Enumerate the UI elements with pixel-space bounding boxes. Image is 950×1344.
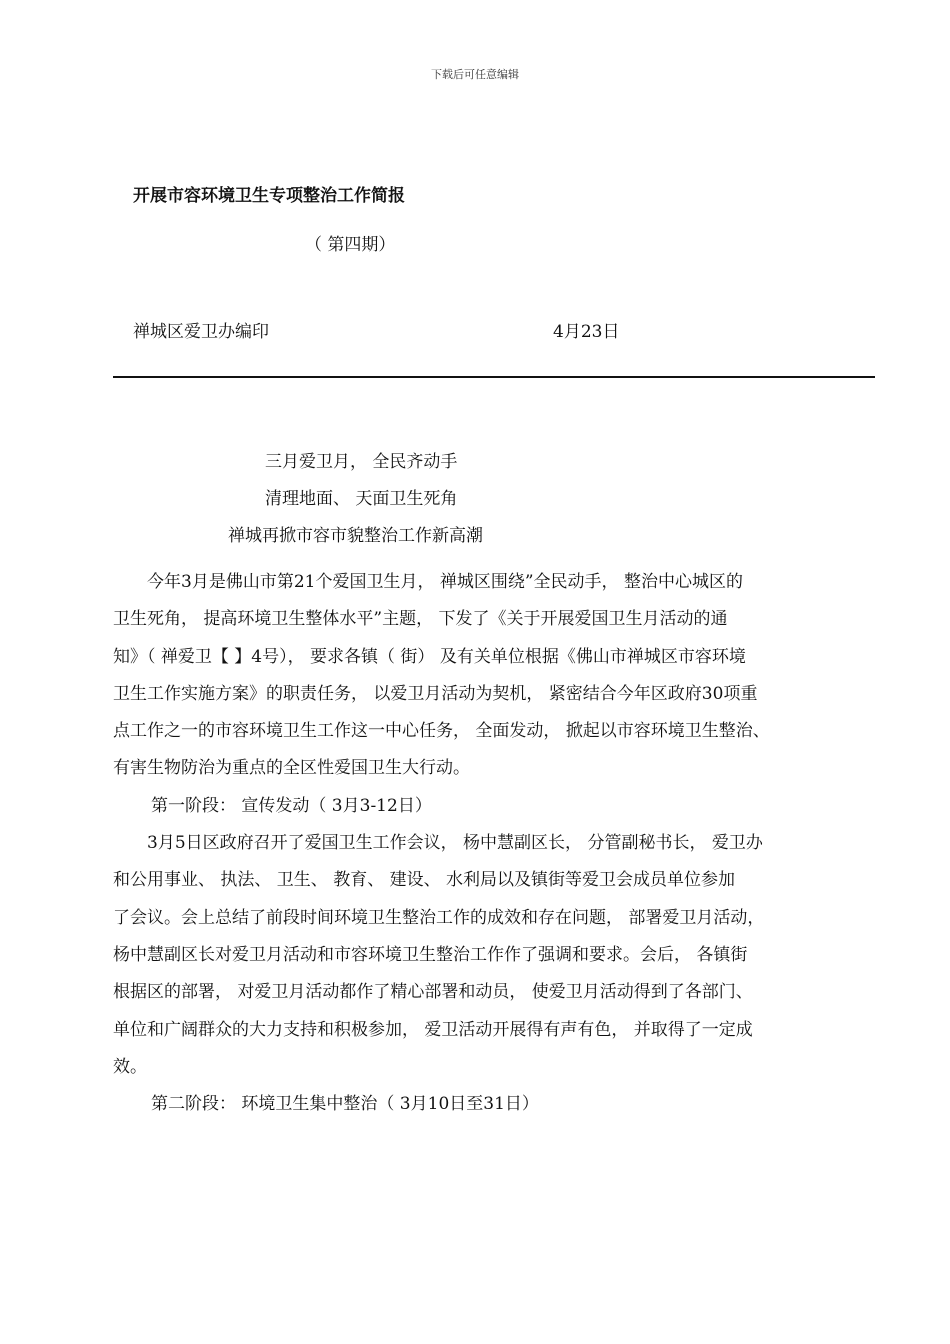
body-line: 效。 (113, 1056, 147, 1077)
headline-2: 清理地面、 天面卫生死角 (265, 489, 458, 509)
headline-1: 三月爱卫月， 全民齐动手 (265, 452, 458, 472)
body-line: 单位和广阔群众的大力支持和积极参加， 爱卫活动开展得有声有色， 并取得了一定成 (113, 1019, 753, 1040)
body-line: 有害生物防治为重点的全区性爱国卫生大行动。 (113, 758, 470, 779)
body-line: 知》（ 禅爱卫【 】4号）， 要求各镇（ 街） 及有关单位根据《佛山市禅城区市容环境 (113, 646, 746, 667)
body-line: 根据区的部署， 对爱卫月活动都作了精心部署和动员， 使爱卫月活动得到了各部门、 (113, 982, 753, 1003)
body-line: 今年3月是佛山市第21个爱国卫生月， 禅城区围绕”全民动手， 整治中心城区的 (147, 572, 743, 592)
divider-rule (113, 376, 875, 378)
issue-number: （ 第四期） (305, 235, 396, 255)
headline-3: 禅城再掀市容市貌整治工作新高潮 (228, 526, 483, 546)
body-line: 了会议。会上总结了前段时间环境卫生整治工作的成效和存在问题， 部署爱卫月活动， (113, 907, 765, 928)
publisher: 禅城区爱卫办编印 (133, 322, 269, 342)
body-line: 点工作之一的市容环境卫生工作这一中心任务， 全面发动， 掀起以市容环境卫生整治、 (113, 721, 770, 742)
body-line: 3月5日区政府召开了爱国卫生工作会议， 杨中慧副区长， 分管副秘书长， 爱卫办 (147, 833, 763, 854)
body-line: 卫生工作实施方案》的职责任务， 以爱卫月活动为契机， 紧密结合今年区政府30项重 (113, 683, 758, 704)
body-line: 卫生死角， 提高环境卫生整体水平”主题， 下发了《关于开展爱国卫生月活动的通 (113, 609, 728, 630)
body-line: 杨中慧副区长对爱卫月活动和市容环境卫生整治工作作了强调和要求。会后， 各镇街 (113, 944, 748, 965)
page-header-note: 下载后可任意编辑 (431, 68, 519, 81)
body-text (113, 564, 853, 1123)
section-heading: 第二阶段： 环境卫生集中整治（ 3月10日至31日） (151, 1094, 539, 1115)
document-title: 开展市容环境卫生专项整治工作简报 (133, 186, 405, 206)
publish-date: 4月23日 (553, 322, 620, 342)
section-heading: 第一阶段： 宣传发动（ 3月3-12日） (151, 795, 432, 816)
body-line: 和公用事业、 执法、 卫生、 教育、 建设、 水利局以及镇街等爱卫会成员单位参加 (113, 870, 736, 891)
